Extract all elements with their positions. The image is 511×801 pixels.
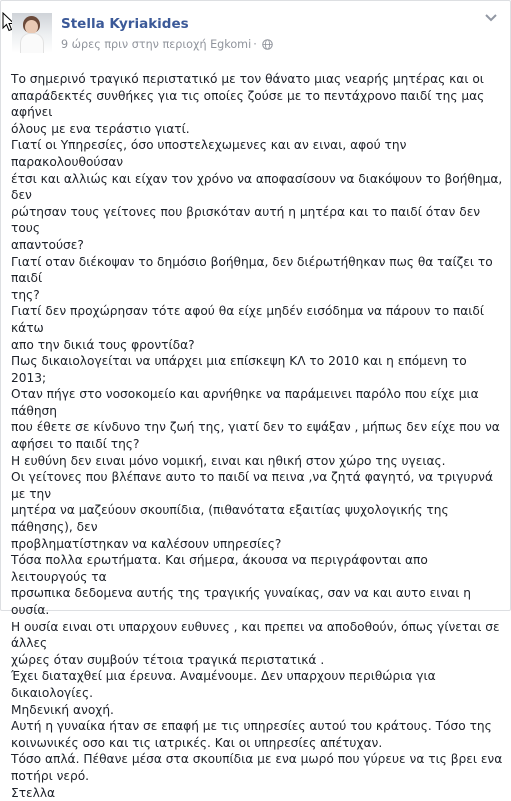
- post-paragraph: Η ουσία ειναι οτι υπαρχουν ευθυνες , και πρεπει να αποδοθούν, όπως γίνεται σε άλλες χώρες όταν συμβούν τέτοια τραγικά περιστατικά .: [11, 619, 500, 667]
- post-meta: [61, 37, 273, 51]
- post-timestamp-location[interactable]: 9 ώρες πριν στην περιοχή Egkomi: [61, 37, 252, 51]
- post-paragraph: Οι γείτονες που βλέπανε αυτο το παιδί να πεινα ,να ζητά φαγητό, να τριγυρνά με την μητέρα να μαζεύουν σκουπίδια, (πιθανότατα εξαιτίας ψυχολογικής της πάθησης), δεν προβληματίστηκαν να καλέσουν υπηρεσίες?: [11, 470, 494, 551]
- post-paragraph: Αυτή η γυναίκα ήταν σε επαφή με τις υπηρεσίες αυτού του κράτους. Τόσο της κοινωνικές οσο και τις ιατρικές. Και οι υπηρεσίες απέτυχαν.: [11, 719, 492, 750]
- globe-icon[interactable]: [262, 39, 273, 50]
- post-paragraph: Πως δικαιολογείται να υπάρχει μια επίσκεψη ΚΛ το 2010 και η επόμενη το 2013;: [11, 354, 467, 385]
- post-paragraph: Το σημερινό τραγικό περιστατικό με τον θάνατο μιας νεαρής μητέρας και οι απαράδεκτές συνθήκες για τις οποίες ζούσε με το πεντάχρονο παιδί της μας αφήνει όλους με ενα τεράστιο γιατί.: [11, 72, 485, 136]
- post-paragraph: Τόσα πολλα ερωτήματα. Και σήμερα, άκουσα να περιγράφονται απο λειτουργούς τα πρσωπικα δεδομενα αυτής της τραγικής γυναίκας, σαν να και αυτο ειναι η ουσία.: [11, 553, 471, 617]
- post-paragraph: Τόσο απλά. Πέθανε μέσα στα σκουπίδια με ενα μωρό που γύρευε να τις βρει ενα ποτήρι νερό.: [11, 752, 503, 783]
- author-name[interactable]: Stella Kyriakides: [61, 16, 189, 32]
- chevron-down-icon[interactable]: [484, 13, 498, 23]
- post-body: [11, 71, 505, 801]
- post-paragraph: Γιατί οταν διέκοψαν το δημόσιο βοήθημα, δεν διέρωτήθηκαν πως θα ταίζει το παιδί της?: [11, 254, 493, 302]
- meta-separator: ·: [253, 37, 257, 51]
- avatar[interactable]: [12, 13, 52, 53]
- post-signature: Στελλα: [11, 785, 56, 800]
- post-paragraph: Η ευθύνη δεν ειναι μόνο νομική, ειναι και ηθική στον χώρο της υγειας.: [11, 453, 446, 468]
- post-paragraph: Έχει διαταχθεί μια έρευνα. Αναμένουμε. Δεν υπαρχουν περιθώρια για δικαιολογίες. Μηδενική ανοχή.: [11, 669, 436, 717]
- post-paragraph: Γιατί δεν προχώρησαν τότε αφού θα είχε μηδέν εισόδημα να πάρουν το παιδί κάτω απο την δικιά τους φροντίδα?: [11, 304, 485, 352]
- post-paragraph: Γιατί οι Υπηρεσίες, όσο υποστελεχωμενες και αν ειναι, αφού την παρακολουθούσαν έτσι και αλλιώς και είχαν τον χρόνο να αποφασίσουν να διακόψουν το βοήθημα, δεν ρώτησαν τους γείτονες που βρισκόταν αυτή η μητέρα και το παιδί όταν δεν τους απαντούσε?: [11, 138, 503, 252]
- post-paragraph: Οταν πήγε στο νοσοκομείο και αρνήθηκε να παράμεινει παρόλο που είχε μια πάθηση που έθετε σε κίνδυνο την ζωή της, γιατί δεν το εψάξαν , μήπως δεν είχε που να αφήσει το παιδί της?: [11, 387, 500, 452]
